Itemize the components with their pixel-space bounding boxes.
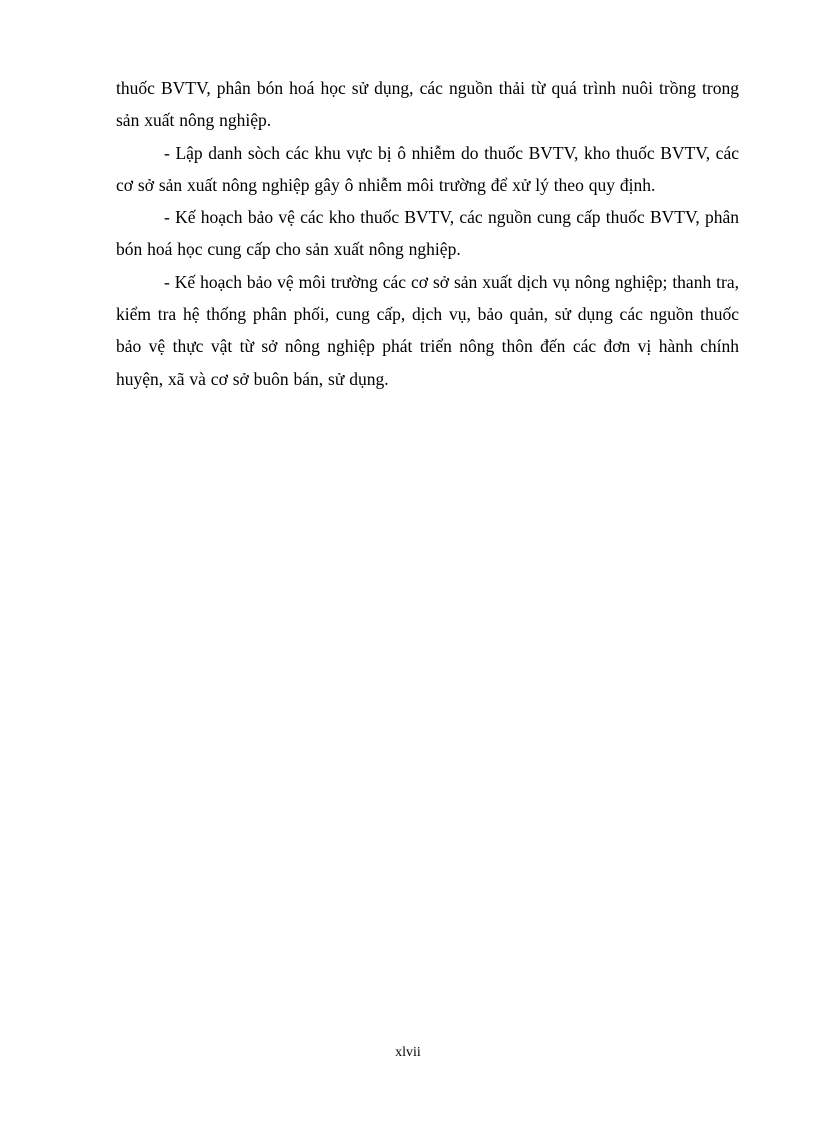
paragraph-protect-pesticide-stores: - Kế hoạch bảo vệ các kho thuốc BVTV, các nguồn cung cấp thuốc BVTV, phân bón hoá học cung cấp cho sản xuất nông nghiệp.	[116, 207, 739, 260]
paragraph-list-contaminated-areas: - Lập danh sòch các khu vực bị ô nhiễm do thuốc BVTV, kho thuốc BVTV, các cơ sở sản xuất nông nghiệp gây ô nhiễm môi trường để xử lý theo quy định.	[116, 142, 739, 195]
page-number: xlvii	[395, 1045, 421, 1060]
paragraph-environment-protection-plan: - Kế hoạch bảo vệ môi trường các cơ sở sản xuất dịch vụ nông nghiệp; thanh tra, kiểm tra hệ thống phân phối, cung cấp, dịch vụ, bảo quản, sử dụng các nguồn thuốc bảo vệ thực vật từ sở nông nghiệp phát triển nông thôn đến các đơn vị hành chính huyện, xã và cơ sở buôn bán, sử dụng.	[116, 271, 739, 389]
body-text	[116, 72, 739, 395]
paragraph-continuation: thuốc BVTV, phân bón hoá học sử dụng, các nguồn thải từ quá trình nuôi trồng trong sản xuất nông nghiệp.	[116, 78, 739, 131]
